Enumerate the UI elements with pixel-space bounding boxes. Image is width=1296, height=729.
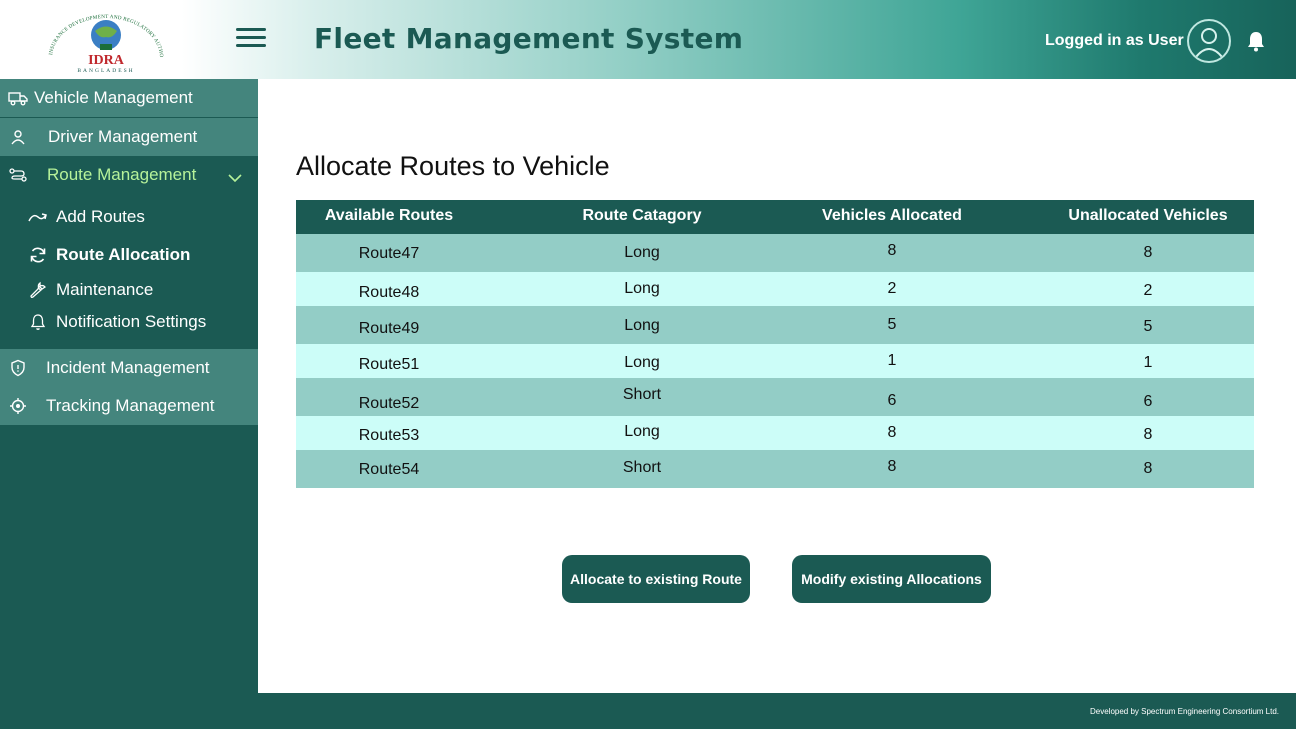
footer-credit: Developed by Spectrum Engineering Consortium Ltd. <box>1090 707 1279 716</box>
app-header <box>0 0 1296 79</box>
target-icon <box>8 396 28 416</box>
subnav-label: Maintenance <box>56 280 154 299</box>
truck-icon <box>8 88 28 108</box>
route-category-cell: Long <box>624 280 660 297</box>
sidebar-item-label: Route Management <box>47 165 197 184</box>
unallocated-vehicles-cell: 8 <box>1143 244 1153 261</box>
modify-existing-allocations-button[interactable]: Modify existing Allocations <box>792 555 991 603</box>
idra-logo <box>38 6 174 74</box>
subnav-notification-settings[interactable] <box>28 308 206 336</box>
vehicles-allocated-cell: 2 <box>887 280 897 297</box>
logo-country-text: BANGLADESH <box>77 68 135 74</box>
route-arrow-icon <box>28 207 48 227</box>
table-header-row <box>296 200 1254 234</box>
table-row[interactable] <box>296 234 1254 272</box>
route-name-cell: Route48 <box>358 284 420 301</box>
unallocated-vehicles-cell: 1 <box>1143 354 1153 371</box>
sidebar-item-driver-management[interactable] <box>0 118 258 156</box>
column-header[interactable]: Unallocated Vehicles <box>1068 207 1228 224</box>
route-name-cell: Route52 <box>358 395 420 412</box>
sidebar-item-tracking-management[interactable] <box>0 387 258 425</box>
routes-table <box>296 200 1254 488</box>
sidebar-item-vehicle-management[interactable] <box>0 79 258 117</box>
route-category-cell: Short <box>622 386 662 403</box>
vehicles-allocated-cell: 1 <box>887 352 897 369</box>
table-row[interactable] <box>296 416 1254 450</box>
subnav-route-allocation[interactable] <box>28 241 190 269</box>
user-status-text: Logged in as User <box>1045 32 1184 49</box>
app-title: Fleet Management System <box>314 22 744 55</box>
route-name-cell: Route53 <box>358 427 420 444</box>
subnav-maintenance[interactable] <box>28 276 153 304</box>
sidebar-item-label: Incident Management <box>46 358 210 377</box>
subnav-label: Route Allocation <box>56 245 191 264</box>
route-name-cell: Route54 <box>358 461 420 478</box>
sidebar-item-incident-management[interactable] <box>0 349 258 387</box>
sidebar-item-route-management[interactable] <box>0 156 258 194</box>
vehicles-allocated-cell: 5 <box>887 316 897 333</box>
table-row[interactable] <box>296 450 1254 488</box>
sidebar <box>0 79 258 693</box>
subnav-label: Add Routes <box>56 207 145 226</box>
route-name-cell: Route49 <box>358 320 420 337</box>
route-category-cell: Long <box>624 317 660 334</box>
user-avatar-icon[interactable] <box>1187 19 1231 63</box>
bell-icon[interactable] <box>1246 30 1266 52</box>
sidebar-item-label: Vehicle Management <box>34 88 193 107</box>
route-name-cell: Route47 <box>358 245 420 262</box>
column-header[interactable]: Available Routes <box>324 207 454 224</box>
shield-icon <box>8 358 28 378</box>
column-header[interactable]: Vehicles Allocated <box>822 207 962 224</box>
table-row[interactable] <box>296 344 1254 378</box>
route-category-cell: Long <box>624 354 660 371</box>
unallocated-vehicles-cell: 8 <box>1143 460 1153 477</box>
route-category-cell: Long <box>624 423 660 440</box>
wrench-icon <box>28 280 48 300</box>
unallocated-vehicles-cell: 2 <box>1143 282 1153 299</box>
user-icon <box>8 127 28 147</box>
hamburger-menu-icon[interactable] <box>236 28 266 50</box>
route-name-cell: Route51 <box>358 356 420 373</box>
vehicles-allocated-cell: 8 <box>887 242 897 259</box>
allocate-to-existing-route-button[interactable]: Allocate to existing Route <box>562 555 750 603</box>
logo-ring-text: INSURANCE DEVELOPMENT AND REGULATORY AUTHO <box>48 13 165 58</box>
route-category-cell: Long <box>624 244 660 261</box>
logo-idra-text: IDRA <box>88 53 124 68</box>
vehicles-allocated-cell: 6 <box>887 392 897 409</box>
sidebar-item-label: Driver Management <box>48 127 198 146</box>
subnav-label: Notification Settings <box>56 312 207 331</box>
column-header[interactable]: Route Catagory <box>582 207 702 224</box>
vehicles-allocated-cell: 8 <box>887 458 897 475</box>
route-icon <box>8 165 28 185</box>
vehicles-allocated-cell: 8 <box>887 424 897 441</box>
refresh-icon <box>28 245 48 265</box>
route-category-cell: Short <box>622 459 662 476</box>
bell-icon <box>28 312 48 332</box>
chevron-down-icon[interactable] <box>228 168 242 188</box>
table-row[interactable] <box>296 378 1254 416</box>
main-content <box>258 79 1296 693</box>
subnav-add-routes[interactable] <box>28 203 145 231</box>
table-row[interactable] <box>296 306 1254 344</box>
unallocated-vehicles-cell: 5 <box>1143 318 1153 335</box>
sidebar-item-label: Tracking Management <box>46 396 215 415</box>
table-row[interactable] <box>296 272 1254 306</box>
unallocated-vehicles-cell: 8 <box>1143 426 1153 443</box>
page-title: Allocate Routes to Vehicle <box>296 151 610 181</box>
unallocated-vehicles-cell: 6 <box>1143 393 1153 410</box>
